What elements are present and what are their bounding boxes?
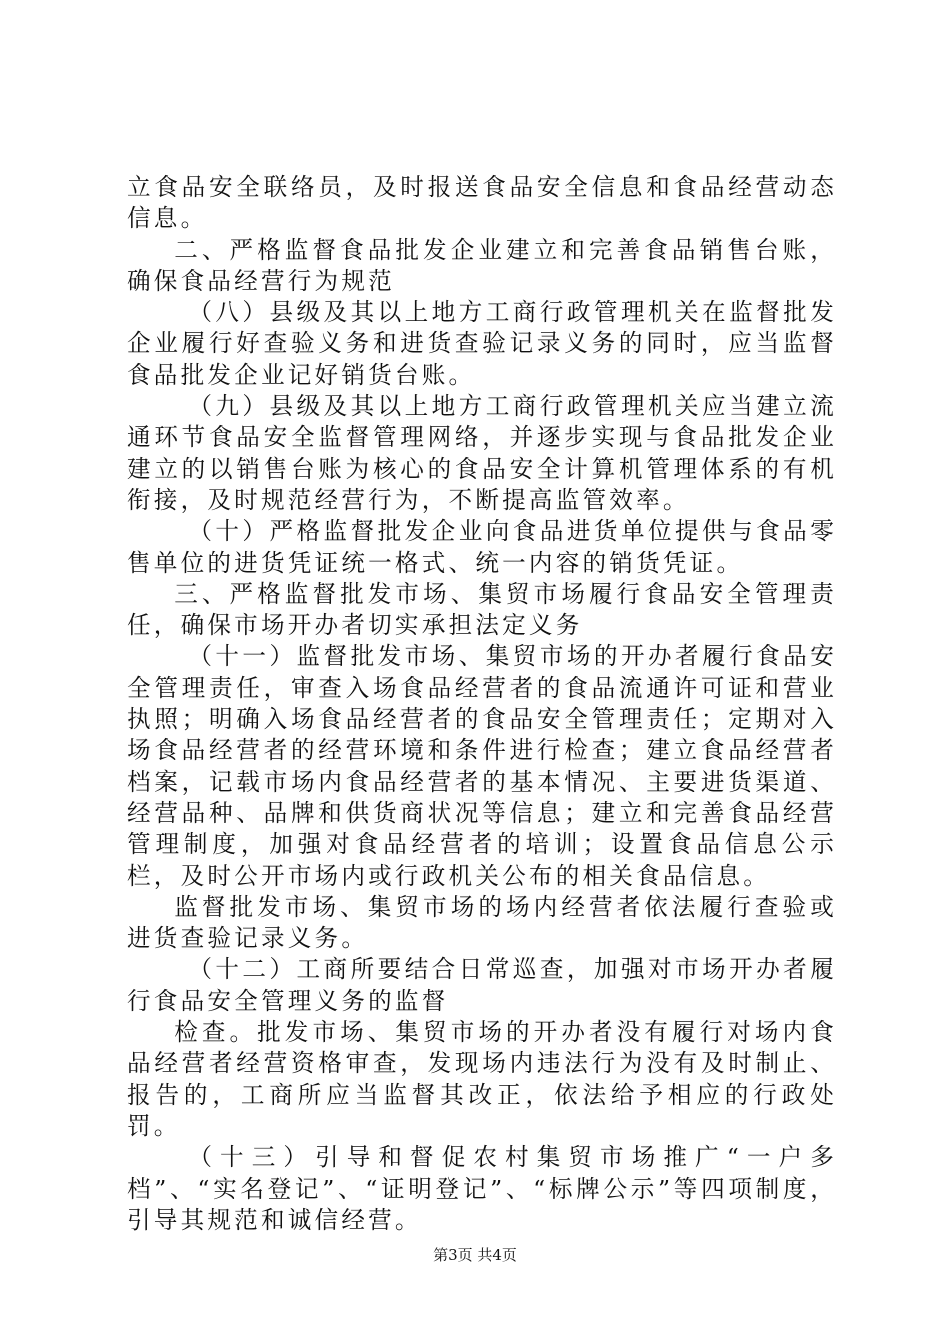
- paragraph-item-12: （十二）工商所要结合日常巡查，加强对市场开办者履行食品安全管理义务的监督: [127, 955, 837, 1015]
- paragraph-body: 检查。批发市场、集贸市场的开办者没有履行对场内食品经营者经营资格审查，发现场内违法行为没有及时制止、报告的，工商所应当监督其改正，依法给予相应的行政处罚。: [127, 1018, 837, 1140]
- paragraph-item-11: （十一）监督批发市场、集贸市场的开办者履行食品安全管理责任，审查入场食品经营者的食品流通许可证和营业执照；明确入场食品经营者的食品安全管理责任；定期对入场食品经营者的经营环境和条件进行检查；建立食品经营者档案，记载市场内食品经营者的基本情况、主要进货渠道、经营品种、品牌和供货商状况等信息；建立和完善食品经营管理制度，加强对食品经营者的培训；设置食品信息公示栏，及时公开市场内或行政机关公布的相关食品信息。: [127, 642, 837, 890]
- paragraph-continuation: 立食品安全联络员，及时报送食品安全信息和食品经营动态信息。: [127, 173, 837, 233]
- paragraph-item-9: （九）县级及其以上地方工商行政管理机关应当建立流通环节食品安全监督管理网络，并逐步实现与食品批发企业建立的以销售台账为核心的食品安全计算机管理体系的有机衔接，及时规范经营行为，不断提高监管效率。: [127, 392, 837, 514]
- section-heading-3: 三、严格监督批发市场、集贸市场履行食品安全管理责任，确保市场开办者切实承担法定义务: [127, 579, 837, 640]
- paragraph-item-10: （十）严格监督批发企业向食品进货单位提供与食品零售单位的进货凭证统一格式、统一内容的销货凭证。: [127, 517, 837, 577]
- page-number-footer: 第3页 共4页: [433, 1246, 517, 1264]
- paragraph-item-8: （八）县级及其以上地方工商行政管理机关在监督批发企业履行好查验义务和进货查验记录义务的同时，应当监督食品批发企业记好销货台账。: [127, 298, 837, 389]
- document-body: [127, 172, 837, 1236]
- paragraph-item-13: （十三）引导和督促农村集贸市场推广“一户多档”、“实名登记”、“证明登记”、“标牌公示”等四项制度，引导其规范和诚信经营。: [127, 1143, 837, 1234]
- section-heading-2: 二、严格监督食品批发企业建立和完善食品销售台账，确保食品经营行为规范: [127, 235, 837, 295]
- paragraph-body: 监督批发市场、集贸市场的场内经营者依法履行查验或进货查验记录义务。: [127, 892, 837, 953]
